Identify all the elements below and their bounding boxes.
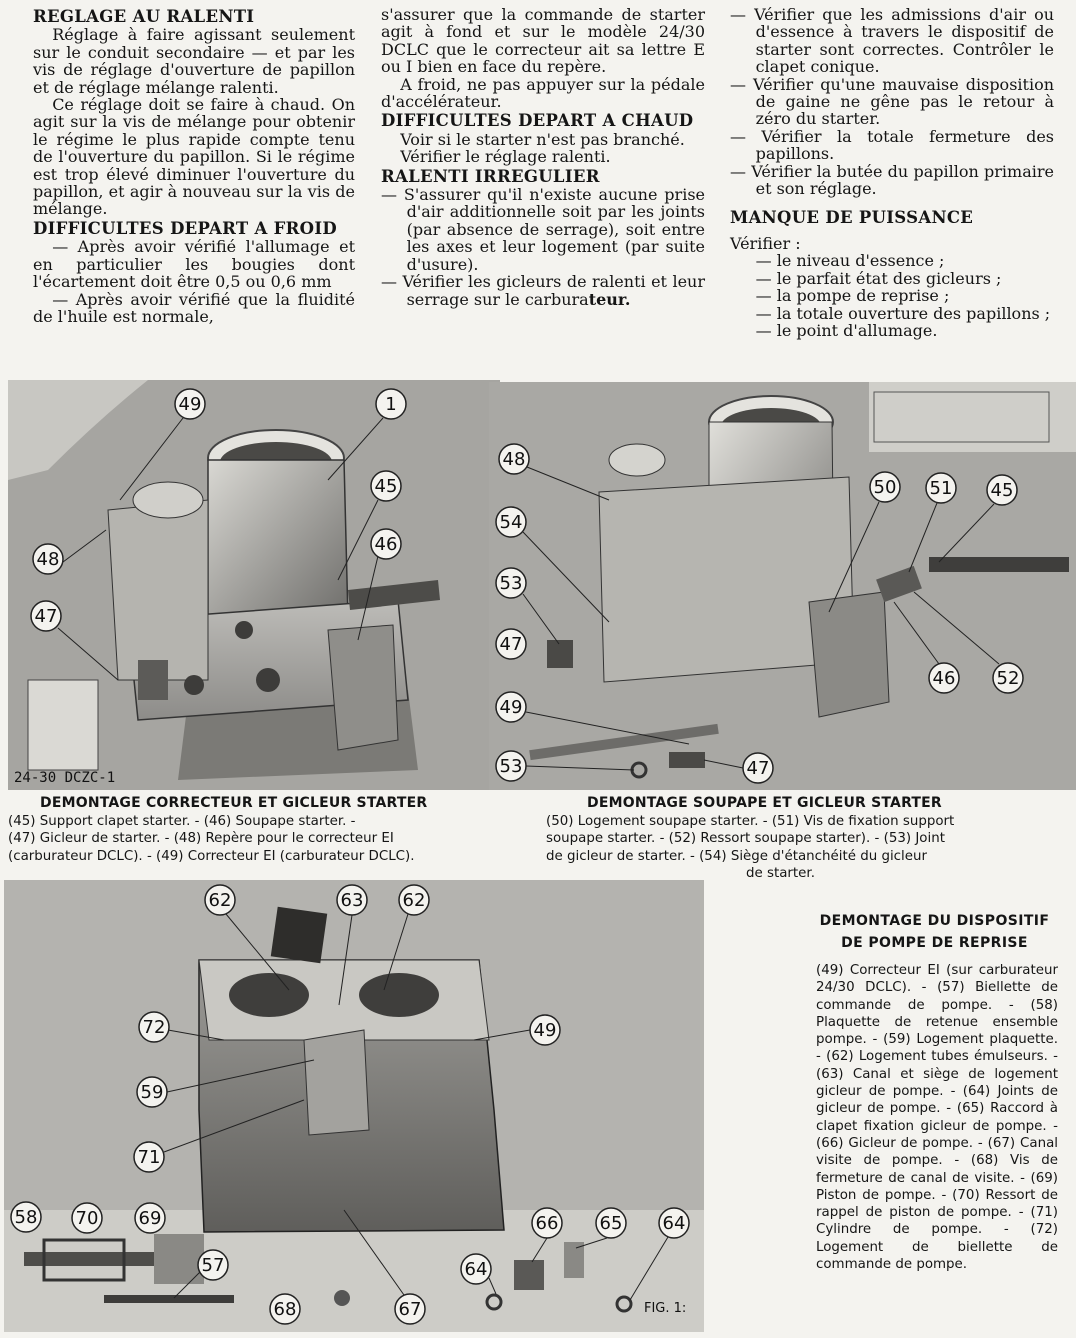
list-item: — la pompe de reprise ; [755, 286, 950, 306]
callout-46: 46 [374, 534, 398, 555]
callout-53: 53 [499, 573, 523, 594]
list-item: — le point d'allumage. [755, 320, 938, 340]
callout-47: 47 [499, 634, 523, 655]
callout-62: 62 [208, 890, 232, 911]
callout-47: 47 [746, 758, 770, 779]
list-item: — Vérifier que les admissions d'air ou d'essence à travers le dispositif de starter sont correctes. Contrôler le clapet conique. [730, 5, 1054, 77]
photo-soupape-starter [489, 382, 1076, 790]
callout-48: 48 [502, 449, 526, 470]
callout-45: 45 [374, 476, 398, 497]
heading-ralenti-irregulier: RALENTI IRREGULIER [381, 166, 600, 186]
callout-72: 72 [142, 1017, 166, 1038]
paragraph: Réglage à faire agissant seulement sur le conduit secondaire — et par les vis de réglage d'ouverture de papillon et de réglage mélange ralenti. [33, 25, 355, 97]
callout-50: 50 [873, 477, 897, 498]
callout-64: 64 [464, 1259, 488, 1280]
callout-70: 70 [75, 1208, 99, 1229]
caption-line: soupape starter. - (52) Ressort soupape starter). - (53) Joint [546, 831, 945, 847]
list-item-text: — Vérifier les gicleurs de ralenti et leur serrage sur le carbura [381, 272, 705, 309]
paragraph: s'assurer que la commande de starter agit à fond et sur le modèle 24/30 DCLC que le correcteur ait sa lettre E ou I bien en face du repère. [381, 5, 705, 77]
callout-47: 47 [34, 606, 58, 627]
paragraph: — Après avoir vérifié que la fluidité de l'huile est normale, [33, 289, 355, 326]
callout-71: 71 [137, 1147, 161, 1168]
caption-line: (45) Support clapet starter. - (46) Soupape starter. - [8, 814, 356, 829]
heading-manque-puissance: MANQUE DE PUISSANCE [730, 208, 974, 228]
callout-49: 49 [499, 697, 523, 718]
callout-57: 57 [201, 1255, 225, 1276]
caption-title-line: DEMONTAGE DU DISPOSITIF [819, 913, 1050, 929]
callout-54: 54 [499, 512, 523, 533]
callout-64: 64 [662, 1213, 686, 1234]
list-item: — la totale ouverture des papillons ; [755, 303, 1051, 323]
heading-depart-froid: DIFFICULTES DEPART A FROID [33, 218, 337, 238]
caption-line: (carburateur DCLC). - (49) Correcteur EI (carburateur DCLC). [8, 848, 415, 864]
callout-69: 69 [138, 1208, 162, 1229]
heading-depart-chaud: DIFFICULTES DEPART A CHAUD [381, 111, 694, 131]
callout-48: 48 [36, 549, 60, 570]
list-item: — Vérifier la totale fermeture des papillons. [730, 126, 1054, 164]
text-column-2 [381, 6, 705, 308]
text-column-3 [730, 6, 1054, 339]
callout-62: 62 [402, 890, 426, 911]
list-item: — le parfait état des gicleurs ; [755, 268, 1002, 288]
callout-63: 63 [340, 890, 364, 911]
callout-59: 59 [140, 1082, 164, 1103]
list-item: — le niveau d'essence ; [755, 251, 945, 271]
photo-correcteur-starter [8, 380, 500, 790]
verify-list [730, 252, 1054, 339]
carburettor-illustration [489, 382, 1076, 790]
figure-stamp: 24-30 DCZC-1 [14, 770, 116, 786]
list-item: — Vérifier la butée du papillon primaire et son réglage. [730, 161, 1054, 199]
figure-3-caption-title [813, 910, 1056, 954]
callout-49: 49 [533, 1020, 557, 1041]
callout-49: 49 [178, 394, 202, 415]
callout-66: 66 [535, 1213, 559, 1234]
paragraph: Ce réglage doit se faire à chaud. On agit sur la vis de mélange pour obtenir le régime le plus rapide compte tenu de l'ouverture du papillon. Si le régime est trop élevé diminuer l'ouverture du papillon, et agir à nouveau sur la vis de mélange. [33, 95, 355, 219]
paragraph: Vérifier le réglage ralenti. [400, 147, 611, 167]
callout-65: 65 [599, 1213, 623, 1234]
check-list [381, 186, 705, 308]
callout-52: 52 [996, 668, 1020, 689]
photo-pompe-reprise [4, 880, 704, 1332]
caption-title-line: DE POMPE DE REPRISE [841, 935, 1028, 951]
figure-3-caption: (49) Correcteur EI (sur carburateur 24/30 DCLC). - (57) Biellette de commande de pompe. - (58) Plaquette de retenue ensemble pompe. - (59) Logement plaquette. - (62) Logement tubes émulseurs. - (63) Canal et siège de logement gicleur de pompe. - (64) Joints de gicleur de pompe. - (65) Raccord à clapet fixation gicleur de pompe. - (66) Gicleur de pompe. - (67) Canal visite de pompe. - (68) Vis de fermeture de canal de visite. - (69) Piston de pompe. - (70) Ressort de rappel de piston de pompe. - (71) Cylindre de pompe. - (72) Logement de biellette de commande de pompe. [816, 963, 1058, 1273]
figure-2-caption-title: DEMONTAGE SOUPAPE ET GICLEUR STARTER [587, 795, 942, 811]
heading-reglage-ralenti: REGLAGE AU RALENTI [33, 7, 255, 26]
pump-illustration [4, 880, 704, 1332]
caption-line: de gicleur de starter. - (54) Siège d'étanchéité du gicleur [546, 848, 927, 864]
paragraph: — Après avoir vérifié l'allumage et en particulier les bougies dont l'écartement doit être 0,5 ou 0,6 mm [33, 237, 355, 292]
list-item-bold-text: teur. [588, 289, 631, 309]
check-list [730, 6, 1054, 197]
paragraph: A froid, ne pas appuyer sur la pédale d'accélérateur. [381, 74, 705, 112]
caption-line: de starter. [746, 866, 815, 882]
callout-46: 46 [932, 668, 956, 689]
text-column-1 [33, 6, 355, 325]
list-item: — S'assurer qu'il n'existe aucune prise d'air additionnelle soit par les joints (par absence de serrage), soit entre les axes et leur logement (par suite d'usure). [381, 185, 705, 274]
figure-1-caption [8, 813, 506, 865]
list-item [381, 273, 705, 308]
figure-label: FIG. 1: [644, 1301, 687, 1316]
callout-53: 53 [499, 756, 523, 777]
paragraph: Voir si le starter n'est pas branché. [400, 129, 685, 149]
callout-58: 58 [14, 1207, 38, 1228]
caption-line: (47) Gicleur de starter. - (48) Repère pour le correcteur EI [8, 831, 394, 847]
paragraph: Vérifier : [730, 233, 801, 253]
callout-45: 45 [990, 480, 1014, 501]
callout-68: 68 [273, 1299, 297, 1320]
caption-line: (50) Logement soupape starter. - (51) Vis de fixation support [546, 814, 955, 829]
callout-67: 67 [398, 1299, 422, 1320]
list-item: — Vérifier qu'une mauvaise disposition de gaine ne gêne pas le retour à zéro du starter. [730, 74, 1054, 129]
carburettor-illustration [8, 380, 500, 790]
figure-1-caption-title: DEMONTAGE CORRECTEUR ET GICLEUR STARTER [40, 795, 428, 811]
figure-2-caption [546, 813, 1060, 883]
callout-51: 51 [929, 478, 953, 499]
callout-1: 1 [385, 394, 397, 415]
